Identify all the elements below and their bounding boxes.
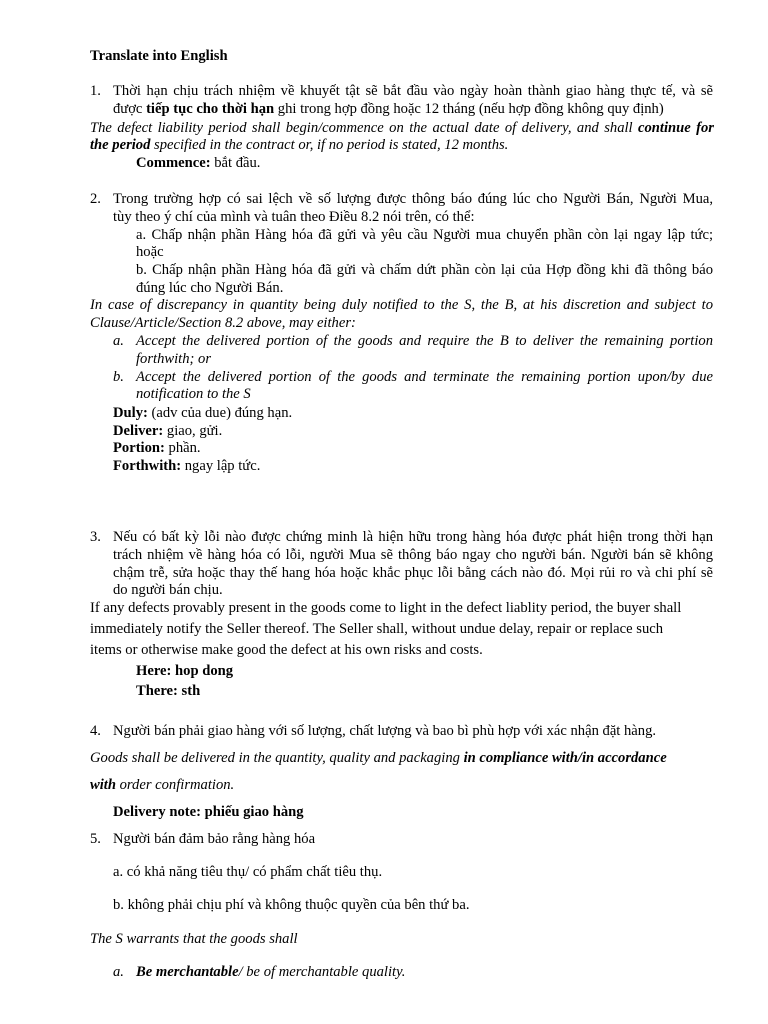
item-2-english-line-1: In case of discrepancy in quantity being duly notified to the S, the B, at his discretion and subject to (90, 297, 713, 313)
vocab-duly: Duly: (adv của due) đúng hạn. (113, 405, 293, 421)
vocab-deliver: Deliver: giao, gửi. (113, 423, 223, 439)
item-4-vietnamese-line-1: Người bán phải giao hàng với số lượng, chất lượng và bao bì phù hợp với xác nhận đặt hàng. (113, 723, 657, 739)
item-1-english-line-1: The defect liability period shall begin/commence on the actual date of delivery, and shall continue for (90, 120, 714, 136)
item-3-english-line-1: If any defects provably present in the goods come to light in the defect liablity period, the buyer shall (90, 600, 682, 616)
item-2-english-line-2: Clause/Article/Section 8.2 above, may either: (90, 315, 356, 331)
item-3-vietnamese-line-3: chậm trễ, sửa hoặc thay thế hang hóa hoặc khắc phục lỗi bằng cách nào đó. Mọi rủi ro và chi phí sẽ (113, 565, 713, 581)
item-2-vietnamese-option-b-line-2: đúng lúc cho Người Bán. (136, 280, 284, 296)
item-3-english-line-2: immediately notify the Seller thereof. The Seller shall, without undue delay, repair or replace such (90, 621, 664, 637)
item-4-delivery-note: Delivery note: phiếu giao hàng (113, 804, 304, 820)
item-2-vietnamese-option-a-line-2: hoặc (136, 244, 164, 260)
vocab-portion: Portion: phần. (113, 440, 201, 456)
item-3-number: 3. (90, 529, 101, 545)
document-title: Translate into English (90, 48, 228, 64)
item-2-english-option-b-line-1: Accept the delivered portion of the goods and terminate the remaining portion upon/by due (136, 369, 713, 385)
item-4-english-line-2: with order confirmation. (90, 777, 235, 793)
item-1-number: 1. (90, 83, 101, 99)
item-2-english-option-a-line-1: Accept the delivered portion of the goods and require the B to deliver the remaining portion (136, 333, 713, 349)
item-2-english-option-b-line-2: notification to the S (136, 386, 251, 402)
item-1-vietnamese-line-2: được tiếp tục cho thời hạn ghi trong hợp đồng hoặc 12 tháng (nếu hợp đồng không quy định) (113, 101, 664, 117)
item-3-vietnamese-line-4: do người bán chịu. (113, 582, 223, 598)
item-2-english-option-a-line-2: forthwith; or (136, 351, 212, 367)
item-5-vietnamese-option-a: a. có khả năng tiêu thụ/ có phẩm chất tiêu thụ. (113, 864, 383, 880)
item-5-english-line-1: The S warrants that the goods shall (90, 931, 298, 947)
item-3-note-there: There: sth (136, 683, 201, 699)
item-4-english-line-1: Goods shall be delivered in the quantity, quality and packaging in compliance with/in accordance (90, 750, 667, 766)
item-3-english-line-3: items or otherwise make good the defect at his own risks and costs. (90, 642, 483, 658)
item-2-number: 2. (90, 191, 101, 207)
item-2-vietnamese-option-b-line-1: b. Chấp nhận phần Hàng hóa đã gửi và chấm dứt phần còn lại của Hợp đồng khi đã thông báo (136, 262, 713, 278)
item-2-english-option-a-marker: a. (113, 333, 124, 349)
item-1-english-line-2: the period specified in the contract or, if no period is stated, 12 months. (90, 137, 509, 153)
vocab-commence: Commence: bắt đầu. (136, 155, 261, 171)
item-5-english-option-a-marker: a. (113, 964, 124, 980)
item-3-note-here: Here: hop dong (136, 663, 234, 679)
item-1-vietnamese-line-1: Thời hạn chịu trách nhiệm về khuyết tật sẽ bắt đầu vào ngày hoàn thành giao hàng thực tế, và sẽ (113, 83, 713, 99)
item-5-number: 5. (90, 831, 101, 847)
item-3-vietnamese-line-2: trách nhiệm về hàng hóa có lỗi, người Mua sẽ thông báo ngay cho người bán. Người bán sẽ không (113, 547, 713, 563)
item-2-vietnamese-option-a-line-1: a. Chấp nhận phần Hàng hóa đã gửi và yêu cầu Người mua chuyển phần còn lại ngay lập tức; (136, 227, 713, 243)
item-5-vietnamese-option-b: b. không phải chịu phí và không thuộc quyền của bên thứ ba. (113, 897, 470, 913)
item-5-vietnamese-line-1: Người bán đảm bảo rằng hàng hóa (113, 831, 316, 847)
item-3-vietnamese-line-1: Nếu có bất kỳ lỗi nào được chứng minh là hiện hữu trong hàng hóa được phát hiện trong thời hạn (113, 529, 713, 545)
item-2-vietnamese-line-2: tùy theo ý chí của mình và tuân theo Điều 8.2 nói trên, có thể: (113, 209, 475, 225)
item-4-number: 4. (90, 723, 101, 739)
item-2-vietnamese-line-1: Trong trường hợp có sai lệch về số lượng được thông báo đúng lúc cho Người Bán, Người Mua, (113, 191, 713, 207)
item-5-english-option-a: Be merchantable/ be of merchantable quality. (136, 964, 406, 980)
vocab-forthwith: Forthwith: ngay lập tức. (113, 458, 261, 474)
item-2-english-option-b-marker: b. (113, 369, 124, 385)
